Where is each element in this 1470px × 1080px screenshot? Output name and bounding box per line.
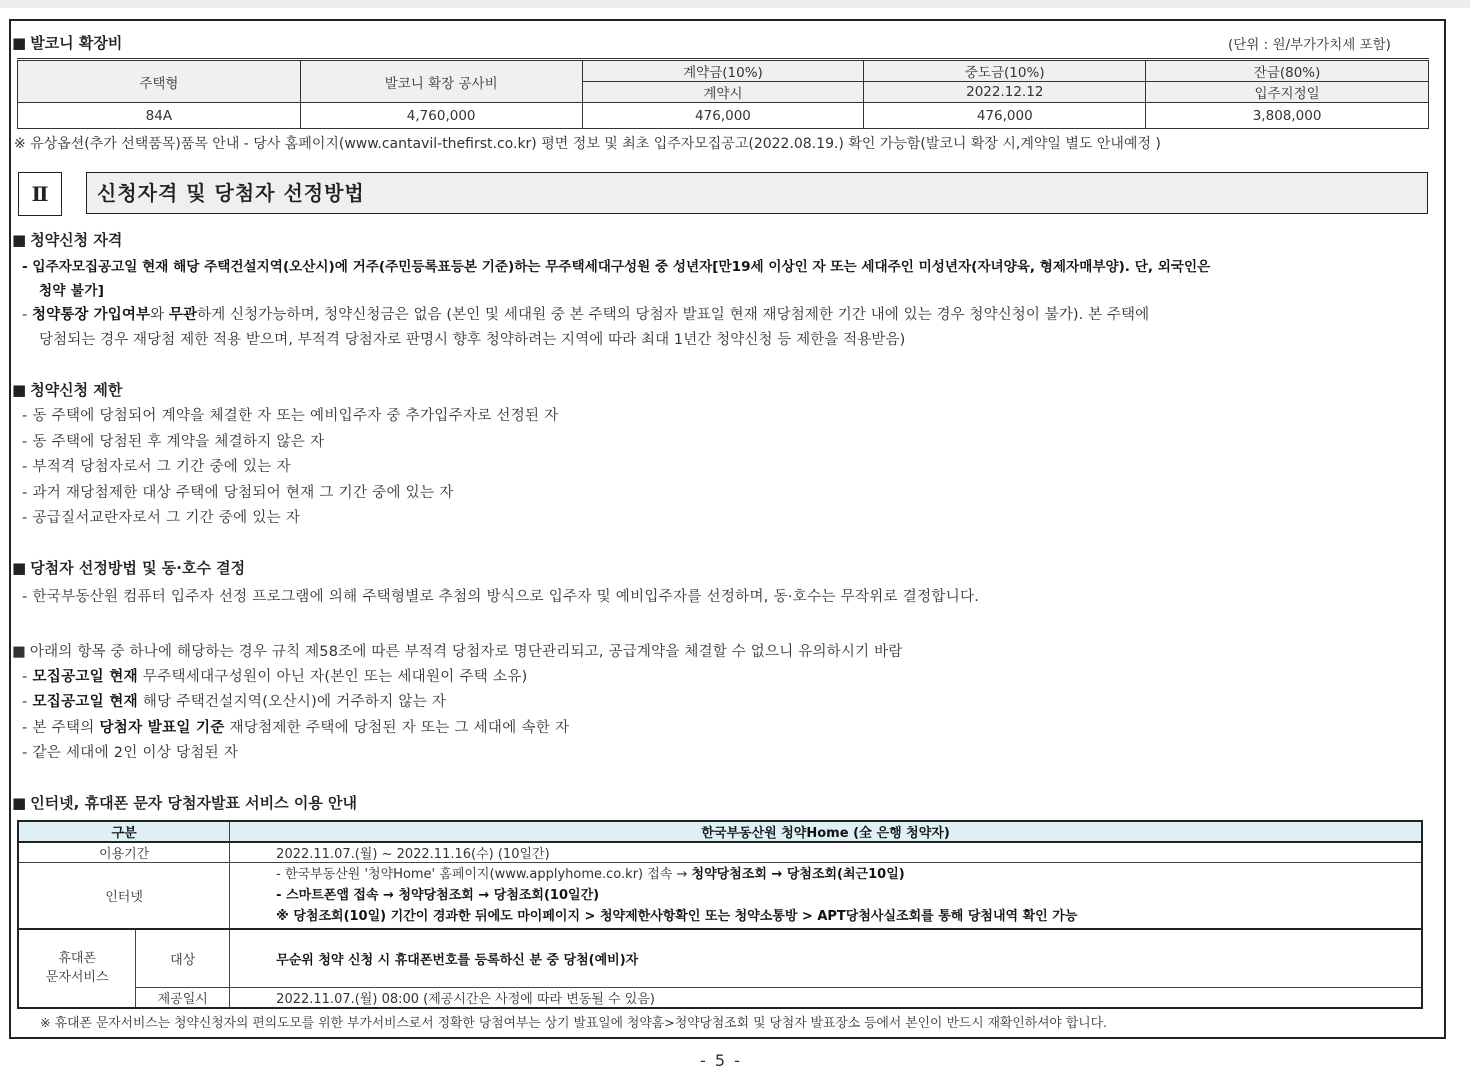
item-text: 해당 주택건설지역(오산시)에 거주하지 않는 자 (137, 694, 447, 710)
selection-heading (12, 557, 245, 578)
balcony-cost-table (17, 58, 1429, 129)
service-heading (12, 792, 357, 813)
service-table (17, 820, 1423, 1009)
cell-contract: 476,000 (582, 103, 864, 129)
time-value: 2022.11.07.(월) 08:00 (제공시간은 사정에 따라 변동될 수 있음) (230, 987, 1422, 1008)
irrelevant-text: 무관 (168, 307, 198, 323)
service-footnote: ※ 휴대폰 문자서비스는 청약신청자의 편의도모를 위한 부가서비스로서 정확한 당첨여부는 상기 발표일에 청약홈>청약당첨조회 및 당첨자 발표장소 등에서 본인이 반드시 재확인하셔야 합니다. (40, 1016, 1108, 1031)
table-row (18, 103, 1429, 129)
sms-label-line-2: 문자서비스 (45, 970, 109, 986)
internet-label: 인터넷 (18, 863, 230, 930)
item-text: 본 주택의 (32, 720, 100, 736)
target-label: 대상 (136, 929, 230, 987)
list-item: - 동 주택에 당첨되어 계약을 체결한 자 또는 예비입주자 중 추가입주자로 선정된 자 (22, 408, 559, 424)
service-col-category: 구분 (18, 821, 230, 842)
header-cost: 발코니 확장 공사비 (300, 60, 582, 103)
section-number: Ⅱ (18, 172, 62, 216)
conjunction-text: 와 (150, 307, 169, 323)
item-text: 재당첨제한 주택에 당첨된 자 또는 그 세대에 속한 자 (224, 720, 570, 736)
internet-line-3: ※ 당첨조회(10일) 기간이 경과한 뒤에도 마이페이지 > 청약제한사항확인 또는 청약소통방 > APT당첨사실조회를 통해 당첨내역 확인 가능 (276, 909, 1078, 924)
item-text: 무주택세대구성원이 아닌 자(본인 또는 세대원이 주택 소유) (137, 669, 528, 685)
period-value: 2022.11.07.(월) ~ 2022.11.16(수) (10일간) (230, 842, 1422, 863)
list-item: - 본 주택의 당첨자 발표일 기준 재당첨제한 주택에 당첨된 자 또는 그 세대에 속한 자 (22, 720, 570, 736)
header-middle: 중도금(10%) (864, 60, 1146, 82)
header-contract-sub: 계약시 (582, 82, 864, 103)
time-label: 제공일시 (136, 987, 230, 1008)
header-contract: 계약금(10%) (582, 60, 864, 82)
target-value: 무순위 청약 신청 시 휴대폰번호를 등록하신 분 중 당첨(예비)자 (230, 929, 1422, 987)
period-label: 이용기간 (18, 842, 230, 863)
sms-service-label (18, 929, 136, 1008)
unit-note: (단위 : 원/부가가치세 포함) (1228, 37, 1391, 53)
bold-phrase: 모집공고일 현재 (32, 669, 138, 685)
page-number: - 5 - (700, 1051, 742, 1070)
option-note: ※ 유상옵션(추가 선택품목)품목 안내 - 당사 홈페이지(www.cantavil-thefirst.co.kr) 평면 정보 및 최초 입주자모집공고(2022.08.19.) 확인 가능함(발코니 확장 시,계약일 별도 안내예정 ) (14, 136, 1161, 152)
balcony-title: 발코니 확장비 (30, 34, 123, 52)
internet-details (230, 863, 1422, 930)
qualification-heading (12, 229, 122, 250)
list-item: - 모집공고일 현재 해당 주택건설지역(오산시)에 거주하지 않는 자 (22, 694, 447, 710)
restriction-heading (12, 379, 122, 400)
qualification-line-3-rest: 하게 신청가능하며, 청약신청금은 없음 (본인 및 세대원 중 본 주택의 당첨자 발표일 현재 재당첨제한 기간 내에 있는 경우 청약신청이 불가). 본 주택에 (197, 307, 1150, 323)
internet-line-2: - 스마트폰앱 접속 → 청약당첨조회 → 당첨조회(10일간) (276, 888, 600, 903)
cell-house-type: 84A (18, 103, 301, 129)
list-item: - 동 주택에 당첨된 후 계약을 체결하지 않은 자 (22, 434, 325, 450)
internet-line-1-text: - 한국부동산원 '청약Home' 홈페이지(www.applyhome.co.kr) 접속 → (276, 867, 692, 882)
qualification-line-3: - 청약통장 가입여부와 무관하게 신청가능하며, 청약신청금은 없음 (본인 및 세대원 중 본 주택의 당첨자 발표일 현재 재당첨제한 기간 내에 있는 경우 청약신청이 불가). 본 주택에 (22, 307, 1150, 323)
ineligible-heading (12, 640, 903, 661)
selection-text: - 한국부동산원 컴퓨터 입주자 선정 프로그램에 의해 주택형별로 추첨의 방식으로 입주자 및 예비입주자를 선정하며, 동·호수는 무작위로 결정합니다. (22, 589, 980, 605)
header-balance-sub: 입주지정일 (1146, 82, 1429, 103)
bold-phrase: 당첨자 발표일 기준 (99, 720, 225, 736)
list-item: - 같은 세대에 2인 이상 당첨된 자 (22, 745, 239, 761)
cell-middle: 476,000 (864, 103, 1146, 129)
service-col-provider: 한국부동산원 청약Home (全 은행 청약자) (230, 821, 1422, 842)
cell-balance: 3,808,000 (1146, 103, 1429, 129)
header-middle-sub: 2022.12.12 (864, 82, 1146, 103)
list-item: - 과거 재당첨제한 대상 주택에 당첨되어 현재 그 기간 중에 있는 자 (22, 485, 454, 501)
internet-line-1-bold: 청약당첨조회 → 당첨조회(최근10일) (691, 867, 905, 882)
ineligible-title: 아래의 항목 중 하나에 해당하는 경우 규칙 제58조에 따른 부적격 당첨자로 명단관리되고, 공급계약을 체결할 수 없으니 유의하시기 바람 (29, 644, 903, 660)
cell-cost: 4,760,000 (300, 103, 582, 129)
sms-label-line-1: 휴대폰 (58, 951, 96, 967)
service-title: 인터넷, 휴대폰 문자 당첨자발표 서비스 이용 안내 (30, 794, 358, 812)
header-balance: 잔금(80%) (1146, 60, 1429, 82)
bold-phrase: 모집공고일 현재 (32, 694, 138, 710)
qualification-line-2: 청약 불가] (39, 283, 105, 299)
qualification-line-1: - 입주자모집공고일 현재 해당 주택건설지역(오산시)에 거주(주민등록표등본 기준)하는 무주택세대구성원 중 성년자[만19세 이상인 자 또는 세대주인 미성년자(자녀양육, 형제자매부양). 단, 외국인은 (22, 259, 1211, 275)
restriction-title: 청약신청 제한 (30, 381, 123, 399)
internet-line-1 (276, 864, 1421, 885)
list-item: - 공급질서교란자로서 그 기간 중에 있는 자 (22, 510, 301, 526)
top-band (0, 0, 1470, 8)
header-house-type: 주택형 (18, 60, 301, 103)
qualification-line-4: 당첨되는 경우 재당첨 제한 적용 받으며, 부적격 당첨자로 판명시 향후 청약하려는 지역에 따라 최대 1년간 청약신청 등 제한을 적용받음) (39, 332, 906, 348)
balcony-heading (12, 32, 122, 53)
selection-title: 당첨자 선정방법 및 동·호수 결정 (30, 559, 246, 577)
list-item: - 부적격 당첨자로서 그 기간 중에 있는 자 (22, 459, 291, 475)
list-item: - 모집공고일 현재 무주택세대구성원이 아닌 자(본인 또는 세대원이 주택 소유) (22, 669, 528, 685)
qualification-title: 청약신청 자격 (30, 231, 123, 249)
section-2-header (18, 172, 1429, 216)
bank-account-text: 청약통장 가입여부 (32, 307, 151, 323)
section-title: 신청자격 및 당첨자 선정방법 (86, 172, 1428, 214)
